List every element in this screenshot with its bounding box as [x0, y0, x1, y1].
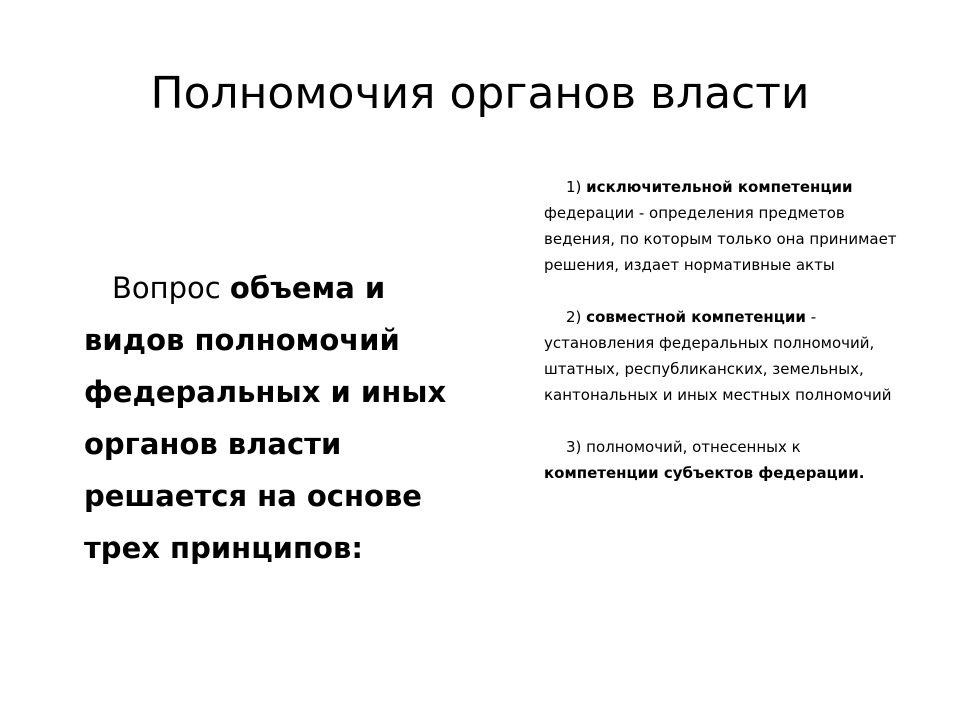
principle-number: 3) [566, 438, 587, 456]
principle-bold: исключительной компетенции [586, 178, 853, 196]
main-statement-bold: объема и видов полномочий федеральных и иных органов власти решается на основе трех принципов: [84, 271, 447, 565]
principle-text: - установления федеральных полномочий, штатных, республиканских, земельных, кантональных и иных местных полномочий [544, 308, 892, 404]
principle-item-1 [544, 174, 904, 278]
principle-text: федерации - определения предметов ведения, по которым только она принимает решения, издает нормативные акты [544, 204, 897, 274]
principle-bold: совместной компетенции [586, 308, 806, 326]
principle-text: полномочий, отнесенных к [586, 438, 801, 456]
main-statement [84, 262, 484, 574]
slide-title: Полномочия органов власти [150, 68, 810, 119]
principle-number: 2) [566, 308, 587, 326]
principle-item-3 [544, 434, 904, 486]
principle-bold: компетенции субъектов федерации. [544, 464, 865, 482]
main-statement-intro: Вопрос [112, 271, 230, 305]
principles-list [544, 174, 904, 486]
principle-item-2 [544, 304, 904, 408]
principle-number: 1) [566, 178, 587, 196]
